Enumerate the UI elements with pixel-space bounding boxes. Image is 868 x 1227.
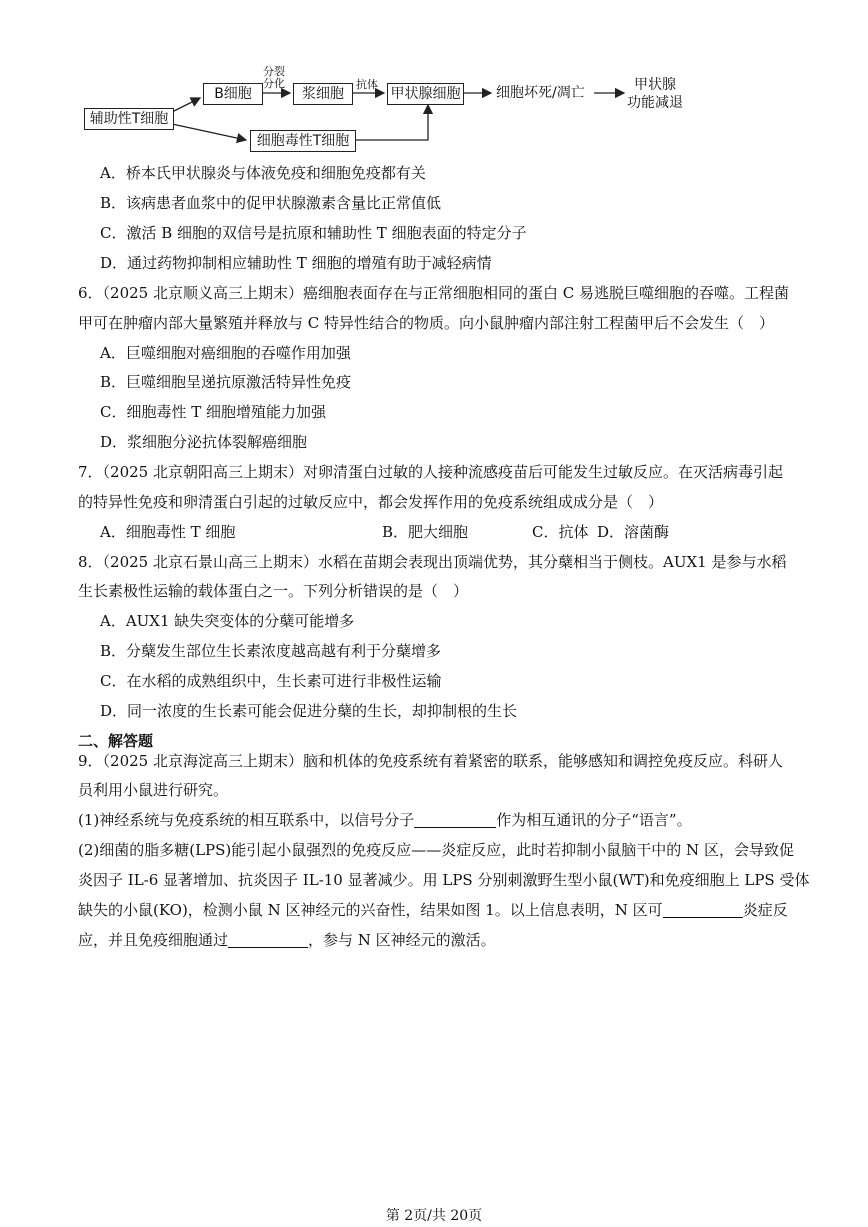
thyroid-cell-box: 甲状腺细胞 (387, 83, 464, 105)
q9-part2-line-4 (78, 929, 794, 951)
q6-option-b: B．巨噬细胞呈递抗原激活特异性免疫 (100, 373, 352, 391)
q9-part1-text-a: (1)神经系统与免疫系统的相互联系中，以信号分子 (78, 811, 415, 829)
q9-part2-line-3 (78, 899, 794, 921)
q8-option-c: C．在水稻的成熟组织中，生长素可进行非极性运输 (100, 672, 442, 690)
q6-stem-line-1: 6．（2025 北京顺义高三上期末）癌细胞表面存在与正常细胞相同的蛋白 C 易逃脱巨噬细胞的吞噬。工程菌 (78, 284, 790, 302)
immune-pathway-diagram (0, 0, 868, 160)
answer-blank-3[interactable] (228, 931, 308, 948)
q5-option-c: C．激活 B 细胞的双信号是抗原和辅助性 T 细胞表面的特定分子 (100, 224, 527, 242)
q5-option-a: A．桥本氏甲状腺炎与体液免疫和细胞免疫都有关 (100, 164, 426, 182)
q7-stem-line-2: 的特异性免疫和卵清蛋白引起的过敏反应中，都会发挥作用的免疫系统组成成分是（ ） (78, 493, 664, 511)
q8-stem-line-2: 生长素极性运输的载体蛋白之一。下列分析错误的是（ ） (78, 582, 469, 600)
q9-part2-text-d: ，参与 N 区神经元的激活。 (308, 931, 496, 949)
b-cell-box: B细胞 (203, 83, 263, 105)
q9-part1 (78, 809, 794, 831)
q6-stem-line-2: 甲可在肿瘤内部大量繁殖并释放与 C 特异性结合的物质。向小鼠肿瘤内部注射工程菌甲后不会发生（ ） (78, 314, 775, 332)
section-heading: 二、解答题 (78, 732, 154, 750)
q7-option-b: B．肥大细胞 (382, 523, 469, 541)
answer-blank-2[interactable] (663, 901, 743, 918)
q6-option-a: A．巨噬细胞对癌细胞的吞噬作用加强 (100, 344, 351, 362)
q6-option-c: C．细胞毒性 T 细胞增殖能力加强 (100, 403, 327, 421)
page-number-footer: 第 2页/共 20页 (385, 1208, 483, 1224)
q9-part1-text-b: 作为相互通讯的分子“语言”。 (496, 811, 692, 829)
cell-death-text: 细胞坏死/凋亡 (496, 85, 585, 101)
q9-part2-line-1: (2)细菌的脂多糖(LPS)能引起小鼠强烈的免疫反应——炎症反应，此时若抑制小鼠脑干中的 N 区，会导致促 (78, 841, 794, 859)
q8-option-d: D．同一浓度的生长素可能会促进分蘖的生长，却抑制根的生长 (100, 702, 518, 720)
plasma-cell-box: 浆细胞 (293, 83, 353, 105)
q9-stem-line-2: 员利用小鼠进行研究。 (78, 781, 229, 799)
answer-blank-1[interactable] (414, 811, 496, 828)
differentiation-label: 分化 (263, 77, 285, 90)
result-function-text: 功能减退 (627, 95, 683, 111)
q7-option-d: D．溶菌酶 (597, 523, 670, 541)
q5-option-d: D．通过药物抑制相应辅助性 T 细胞的增殖有助于减轻病情 (100, 254, 492, 272)
q7-stem-line-1: 7．（2025 北京朝阳高三上期末）对卵清蛋白过敏的人接种流感疫苗后可能发生过敏反应。在灭活病毒引起 (78, 463, 783, 481)
q7-option-c: C．抗体 (532, 523, 589, 541)
q8-option-b: B．分蘖发生部位生长素浓度越高越有利于分蘖增多 (100, 642, 442, 660)
q8-stem-line-1: 8．（2025 北京石景山高三上期末）水稻在苗期会表现出顶端优势，其分蘖相当于侧枝。AUX1 是参与水稻 (78, 553, 787, 571)
division-label: 分裂 (263, 65, 285, 78)
q9-part2-line-2: 炎因子 IL-6 显著增加、抗炎因子 IL-10 显著减少。用 LPS 分别刺激野生型小鼠(WT)和免疫细胞上 LPS 受体 (78, 871, 810, 889)
antibody-label: 抗体 (356, 78, 378, 91)
q5-option-b: B．该病患者血浆中的促甲状腺激素含量比正常值低 (100, 194, 442, 212)
q8-option-a: A．AUX1 缺失突变体的分蘖可能增多 (100, 612, 355, 630)
q6-option-d: D．浆细胞分泌抗体裂解癌细胞 (100, 433, 308, 451)
result-thyroid-text: 甲状腺 (634, 77, 676, 93)
q7-option-a: A．细胞毒性 T 细胞 (100, 523, 236, 541)
q9-part2-text-b: 炎症反 (742, 901, 788, 919)
q9-part2-text-a: 缺失的小鼠(KO)，检测小鼠 N 区神经元的兴奋性，结果如图 1。以上信息表明，N 区可 (78, 901, 663, 919)
cytotoxic-t-cell-box: 细胞毒性T细胞 (250, 130, 356, 152)
q9-stem-line-1: 9．（2025 北京海淀高三上期末）脑和机体的免疫系统有着紧密的联系，能够感知和调控免疫反应。科研人 (78, 752, 783, 770)
q9-part2-text-c: 应，并且免疫细胞通过 (78, 931, 229, 949)
diagram-arrows (0, 0, 868, 160)
helper-t-cell-box: 辅助性T细胞 (84, 108, 174, 130)
